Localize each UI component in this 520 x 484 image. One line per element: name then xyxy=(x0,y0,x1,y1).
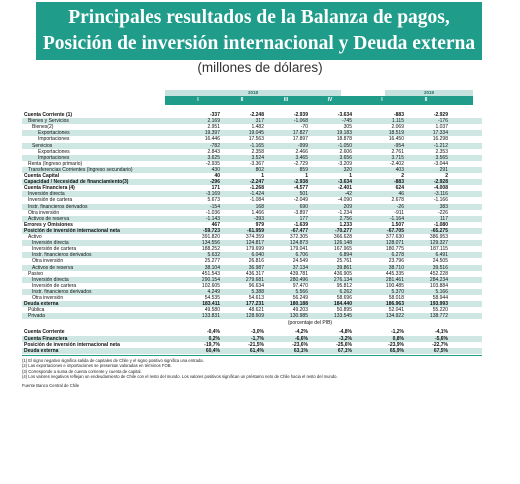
cell-value: 1.233 xyxy=(339,221,352,228)
cell-value: 184.440 xyxy=(333,301,352,308)
cell-value: 5.388 xyxy=(251,288,264,295)
cell-value: -176 xyxy=(437,118,448,125)
cell-value: -782 xyxy=(209,142,220,149)
cell-value: -1.050 xyxy=(337,142,352,149)
cell-value: -2.402 xyxy=(389,160,404,167)
cell-value: 177.231 xyxy=(245,301,264,308)
cell-value: -2.929 xyxy=(433,112,448,118)
cell-value: -4,1% xyxy=(434,329,448,336)
cell-value: -42 xyxy=(344,191,352,198)
cell-value: 193.993 xyxy=(429,301,448,308)
cell-value: 179.699 xyxy=(245,246,264,253)
cell-value: -6,6% xyxy=(294,335,308,342)
cell-value: -2.049 xyxy=(293,197,308,204)
cell-value: -70.277 xyxy=(335,227,352,234)
cell-value: 291 xyxy=(439,166,448,173)
table-bottom-rule xyxy=(22,355,482,356)
row-label: Posición de inversión internacional neta xyxy=(24,341,120,348)
cell-value: -21,5% xyxy=(248,341,264,348)
cell-value: 3.465 xyxy=(295,154,308,161)
cell-value: 96.634 xyxy=(248,282,264,289)
row-label: Servicios xyxy=(32,142,53,149)
cell-value: 0,8% xyxy=(392,335,404,342)
row-label: Inversión directa xyxy=(32,240,69,247)
cell-value: 100.485 xyxy=(385,282,404,289)
cell-value: 95.812 xyxy=(336,282,352,289)
cell-value: 188.252 xyxy=(201,246,220,253)
cell-value: 130.985 xyxy=(289,313,308,320)
cell-value: 49.580 xyxy=(204,307,220,314)
cell-value: 18.519 xyxy=(388,130,404,137)
row-label: Cuenta Capital xyxy=(24,173,60,179)
cell-value: 279.681 xyxy=(245,276,264,283)
cell-value: -65.275 xyxy=(431,227,448,234)
cell-value: 18.878 xyxy=(336,136,352,143)
cell-value: 37.134 xyxy=(292,264,308,271)
cell-value: -1.164 xyxy=(389,215,404,222)
cell-value: 320 xyxy=(343,166,352,173)
cell-value: -4,8% xyxy=(338,329,352,336)
row-label: Otra inversión xyxy=(32,295,64,301)
cell-value: 3.524 xyxy=(251,154,264,161)
cell-value: -1.234 xyxy=(337,209,352,216)
cell-value: 209 xyxy=(343,203,352,210)
cell-value: 124.817 xyxy=(245,240,264,247)
cell-value: -3.367 xyxy=(249,160,264,167)
footnote: (4) Los valores negativos reflejan un endeudamiento de Chile con el resto del mundo. Los valores positivos significan un préstamo neto de Chile hacia el resto del mundo. xyxy=(22,374,338,379)
cell-value: 49.203 xyxy=(292,307,308,314)
cell-value: 391.820 xyxy=(201,234,220,240)
cell-value: -226 xyxy=(437,209,448,216)
year-band-2019: 2019 xyxy=(385,90,473,96)
row-label: Importaciones xyxy=(38,154,70,161)
cell-value: 179.041 xyxy=(289,246,308,253)
cell-value: 374.359 xyxy=(245,234,264,240)
cell-value: -954 xyxy=(393,142,404,149)
source-note: Fuente Banco Central de Chile xyxy=(22,383,80,389)
cell-value: -22,7% xyxy=(432,341,448,348)
cell-value: -2.928 xyxy=(433,179,448,186)
cell-value: 436.905 xyxy=(333,270,352,277)
cell-value: -1,7% xyxy=(250,335,264,342)
row-label: Errores y Omisiones xyxy=(24,221,73,228)
cell-value: -1.143 xyxy=(205,215,220,222)
cell-value: -3.634 xyxy=(337,112,352,118)
cell-value: 5.632 xyxy=(207,252,220,259)
cell-value: 133.545 xyxy=(333,313,352,320)
cell-value: 2.761 xyxy=(391,148,404,155)
footnote: (3) Corresponde a suma de cuenta corriente y cuenta de capital. xyxy=(22,368,142,374)
cell-value: 54.613 xyxy=(248,295,264,301)
cell-value: 467 xyxy=(211,221,220,228)
cell-value: 128.071 xyxy=(385,240,404,247)
row-label: Renta (Ingreso primario) xyxy=(28,160,83,167)
cell-value: -61.959 xyxy=(247,227,264,234)
column-header: III xyxy=(283,97,289,103)
row-label: Otra inversión xyxy=(28,209,60,216)
cell-value: -4.090 xyxy=(337,197,352,204)
cell-value: 403 xyxy=(395,166,404,173)
column-header: I xyxy=(381,97,383,103)
cell-value: -1.639 xyxy=(293,221,308,228)
cell-value: 65,9% xyxy=(389,347,404,354)
page-title-line-2: Posición de inversión internacional y Deuda externa xyxy=(42,33,476,54)
cell-value: 445.335 xyxy=(385,270,404,277)
cell-value: 39.516 xyxy=(432,264,448,271)
cell-value: 6.262 xyxy=(339,288,352,295)
cell-value: -67.477 xyxy=(291,227,308,234)
cell-value: 97.470 xyxy=(292,282,308,289)
cell-value: 180.188 xyxy=(289,301,308,308)
row-label: Deuda externa xyxy=(24,301,59,308)
cell-value: 1.482 xyxy=(251,124,264,131)
cell-value: 305 xyxy=(343,124,352,131)
cell-value: 50.895 xyxy=(336,307,352,314)
cell-value: 56.249 xyxy=(292,295,308,301)
cell-value: 38.104 xyxy=(204,264,220,271)
cell-value: 177 xyxy=(299,215,308,222)
cell-value: 2 xyxy=(445,173,448,179)
cell-value: 40 xyxy=(214,173,220,179)
cell-value: -2.248 xyxy=(249,112,264,118)
cell-value: -1.268 xyxy=(249,185,264,192)
row-label: Instr. financieros derivados xyxy=(32,252,92,259)
cell-value: -4,2% xyxy=(294,329,308,336)
cell-value: 26.816 xyxy=(248,258,264,265)
cell-value: 67,1% xyxy=(337,347,352,354)
cell-value: 126.148 xyxy=(333,240,352,247)
cell-value: 1.507 xyxy=(391,221,404,228)
cell-value: -911 xyxy=(394,209,404,216)
cell-value: 61,4% xyxy=(249,347,264,354)
cell-value: -3,0% xyxy=(250,329,264,336)
cell-value: -2.935 xyxy=(205,160,220,167)
cell-value: 52.041 xyxy=(388,307,404,314)
cell-value: 451.543 xyxy=(201,270,220,277)
cell-value: -1.212 xyxy=(433,142,448,149)
row-label: Deuda externa xyxy=(24,347,59,354)
row-label: Transferencias Corrientes (Ingreso secundario) xyxy=(28,166,133,173)
cell-value: 60,4% xyxy=(205,347,220,354)
cell-value: 168 xyxy=(255,203,264,210)
cell-value: 3.715 xyxy=(391,154,404,161)
cell-value: 5.370 xyxy=(391,288,404,295)
cell-value: -3.634 xyxy=(337,179,352,186)
cell-value: 377.630 xyxy=(385,234,404,240)
cell-value: -2.401 xyxy=(337,185,352,192)
cell-value: 25.277 xyxy=(204,258,220,265)
cell-value: -67.705 xyxy=(387,227,404,234)
row-label: Importaciones xyxy=(38,136,70,143)
cell-value: 439.781 xyxy=(289,270,308,277)
cell-value: 2.353 xyxy=(435,148,448,155)
cell-value: 48.621 xyxy=(248,307,264,314)
pct-section-label: (porcentaje del PIB) xyxy=(287,319,333,326)
cell-value: 138.772 xyxy=(429,313,448,320)
cell-value: 54.535 xyxy=(204,295,220,301)
cell-value: 6.040 xyxy=(251,252,264,259)
cell-value: 2.169 xyxy=(207,118,220,125)
cell-value: 128.609 xyxy=(245,313,264,320)
cell-value: -296 xyxy=(209,179,220,186)
cell-value: 2.069 xyxy=(391,124,404,131)
cell-value: 117 xyxy=(440,215,448,222)
cell-value: 372.305 xyxy=(289,234,308,240)
cell-value: -23,9% xyxy=(388,341,404,348)
cell-value: 3.656 xyxy=(339,154,352,161)
column-header-row xyxy=(165,96,473,105)
cell-value: 2.951 xyxy=(207,124,220,131)
cell-value: 183.411 xyxy=(202,301,220,308)
row-label: Instr. financieros derivados xyxy=(32,288,92,295)
cell-value: -1.166 xyxy=(433,197,448,204)
column-header: II xyxy=(424,97,428,103)
cell-value: 2 xyxy=(401,173,404,179)
row-label: Inversión directa xyxy=(32,276,69,283)
cell-value: 16.446 xyxy=(204,136,220,143)
cell-value: -23,6% xyxy=(292,341,308,348)
cell-value: 6.491 xyxy=(435,252,448,259)
cell-value: 1.466 xyxy=(251,209,264,216)
footnote: (1) El signo negativo significa salida de capitales de Chile y el signo positivo significa una entrada. xyxy=(22,357,204,363)
cell-value: 133.831 xyxy=(201,313,220,320)
cell-value: 2.606 xyxy=(339,148,352,155)
footnote: (2) Las exportaciones e importaciones se presentan valoradas en términos FOB. xyxy=(22,363,172,369)
cell-value: 24.505 xyxy=(432,258,448,265)
cell-value: 1 xyxy=(349,173,352,179)
cell-value: 1 xyxy=(261,173,264,179)
row-label: Activo xyxy=(28,234,42,240)
cell-value: 624 xyxy=(395,185,404,192)
cell-value: 1.115 xyxy=(391,118,404,125)
cell-value: 17.827 xyxy=(292,130,308,137)
table-row xyxy=(22,313,482,319)
row-label: Inversión de cartera xyxy=(32,282,77,289)
cell-value: -3.209 xyxy=(337,160,352,167)
cell-value: 386.953 xyxy=(429,234,448,240)
row-label: Instr. financieros derivados xyxy=(28,203,88,210)
cell-value: -3.044 xyxy=(433,160,448,167)
cell-value: -2.247 xyxy=(249,179,264,186)
cell-value: 39.861 xyxy=(336,264,352,271)
cell-value: 58.696 xyxy=(336,295,352,301)
cell-value: -883 xyxy=(393,112,404,118)
cell-value: -25,6% xyxy=(336,341,352,348)
cell-value: 383 xyxy=(439,203,448,210)
row-label: Activos de reserva xyxy=(28,215,70,222)
cell-value: 171 xyxy=(211,185,220,192)
cell-value: -70 xyxy=(300,124,308,131)
cell-value: 19.045 xyxy=(248,130,264,137)
pct-row xyxy=(22,348,482,354)
cell-value: 2.756 xyxy=(339,215,352,222)
cell-value: 124.873 xyxy=(289,240,308,247)
cell-value: 4.249 xyxy=(207,288,220,295)
cell-value: 501 xyxy=(299,191,308,198)
cell-value: 5.566 xyxy=(295,288,308,295)
cell-value: 6.706 xyxy=(295,252,308,259)
cell-value: 17.897 xyxy=(292,136,308,143)
cell-value: 2.466 xyxy=(295,148,308,155)
cell-value: -3.169 xyxy=(205,191,220,198)
cell-value: -745 xyxy=(341,118,352,125)
row-label: Pública xyxy=(28,307,45,314)
cell-value: -1.080 xyxy=(433,221,448,228)
cell-value: -2.729 xyxy=(293,160,308,167)
cell-value: -1.068 xyxy=(293,118,308,125)
cell-value: 317 xyxy=(255,118,264,125)
cell-value: 19.397 xyxy=(204,130,220,137)
cell-value: 17.563 xyxy=(248,136,264,143)
cell-value: 6.278 xyxy=(391,252,404,259)
cell-value: 103.884 xyxy=(429,282,448,289)
cell-value: 3.565 xyxy=(435,154,448,161)
cell-value: -883 xyxy=(393,179,404,186)
row-label: Exportaciones xyxy=(38,148,70,155)
cell-value: 1.037 xyxy=(435,124,448,131)
cell-value: -1.036 xyxy=(205,209,220,216)
page-subtitle: (millones de dólares) xyxy=(197,60,323,75)
row-label: Cuenta Corriente xyxy=(24,329,65,336)
cell-value: 19.183 xyxy=(336,130,352,137)
row-label: Capacidad / Necesidad de financiamiento(3) xyxy=(24,179,129,186)
row-label: Inversión de cartera xyxy=(32,246,77,253)
cell-value: 2.678 xyxy=(391,197,404,204)
cell-value: 859 xyxy=(299,166,308,173)
cell-value: -154 xyxy=(209,203,220,210)
cell-value: 186.963 xyxy=(385,301,404,308)
row-label: Inversión de cartera xyxy=(28,197,73,204)
row-label: Bienes y Servicios xyxy=(28,118,69,125)
cell-value: 36.987 xyxy=(248,264,264,271)
row-label: Activos de reserva xyxy=(32,264,74,271)
cell-value: 167.965 xyxy=(333,246,352,253)
cell-value: -1.165 xyxy=(249,142,264,149)
cell-value: 55.220 xyxy=(432,307,448,314)
cell-value: 2.843 xyxy=(207,148,220,155)
cell-value: 16.298 xyxy=(432,136,448,143)
column-header: IV xyxy=(327,97,333,103)
cell-value: 281.461 xyxy=(385,276,404,283)
cell-value: 63,1% xyxy=(293,347,308,354)
cell-value: 276.134 xyxy=(333,276,352,283)
cell-value: 25.761 xyxy=(336,258,352,265)
row-label: Inversión directa xyxy=(28,191,65,198)
row-label: Otra inversión xyxy=(32,258,64,265)
cell-value: -999 xyxy=(297,142,308,149)
cell-value: -5,6% xyxy=(434,335,448,342)
cell-value: 690 xyxy=(299,203,308,210)
cell-value: 58.944 xyxy=(432,295,448,301)
cell-value: 290.154 xyxy=(201,276,220,283)
cell-value: -1.424 xyxy=(249,191,264,198)
cell-value: -4.008 xyxy=(433,185,448,192)
row-label: Bienes(2) xyxy=(32,124,54,131)
cell-value: 366.628 xyxy=(333,234,352,240)
cell-value: -1.084 xyxy=(249,197,264,204)
cell-value: 430 xyxy=(211,166,220,173)
column-header: II xyxy=(240,97,244,103)
page-title-line-1: Principales resultados de la Balanza de pagos, xyxy=(68,7,450,28)
row-label: Cuenta Corriente (1) xyxy=(24,112,73,118)
cell-value: -3.897 xyxy=(293,209,308,216)
cell-value: -0,4% xyxy=(206,329,220,336)
cell-value: 46 xyxy=(398,191,404,198)
cell-value: 102.605 xyxy=(201,282,220,289)
year-band-2018: 2018 xyxy=(165,90,341,96)
cell-value: -19,7% xyxy=(204,341,220,348)
cell-value: -3,2% xyxy=(338,335,352,342)
cell-value: 17.334 xyxy=(432,130,448,137)
cell-value: 436.317 xyxy=(245,270,264,277)
row-label: Cuenta Financiera (4) xyxy=(24,185,75,192)
cell-value: 1 xyxy=(305,173,308,179)
column-header: I xyxy=(197,97,199,103)
row-label: Privada xyxy=(28,313,45,320)
cell-value: 284.234 xyxy=(429,276,448,283)
cell-value: 23.796 xyxy=(388,258,404,265)
cell-value: -59.723 xyxy=(203,227,220,234)
cell-value: 5.673 xyxy=(207,197,220,204)
cell-value: 129.327 xyxy=(429,240,448,247)
cell-value: -26 xyxy=(396,203,404,210)
cell-value: 802 xyxy=(255,166,264,173)
cell-value: 58.018 xyxy=(388,295,404,301)
cell-value: 979 xyxy=(255,221,264,228)
cell-value: 2.358 xyxy=(251,148,264,155)
cell-value: 6.894 xyxy=(339,252,352,259)
cell-value: -2.939 xyxy=(293,112,308,118)
cell-value: 5.166 xyxy=(435,288,448,295)
cell-value: 134.922 xyxy=(385,313,404,320)
cell-value: 134.556 xyxy=(201,240,220,247)
cell-value: 67,5% xyxy=(433,347,448,354)
cell-value: 452.228 xyxy=(429,270,448,277)
cell-value: 280.496 xyxy=(289,276,308,283)
cell-value: 3.625 xyxy=(207,154,220,161)
cell-value: 0,2% xyxy=(208,335,220,342)
cell-value: -393 xyxy=(253,215,264,222)
row-label: Posición de inversión internacional neta xyxy=(24,227,120,234)
title-banner xyxy=(36,2,482,60)
cell-value: -1,2% xyxy=(390,329,404,336)
cell-value: 187.115 xyxy=(430,246,448,253)
row-label: Pasivo xyxy=(28,270,44,277)
cell-value: -337 xyxy=(209,112,220,118)
cell-value: -4.577 xyxy=(293,185,308,192)
cell-value: 16.450 xyxy=(388,136,404,143)
cell-value: 180.775 xyxy=(385,246,404,253)
cell-value: 24.549 xyxy=(292,258,308,265)
cell-value: 38.710 xyxy=(388,264,404,271)
cell-value: -3.116 xyxy=(434,191,448,198)
cell-value: -2.938 xyxy=(293,179,308,186)
row-label: Exportaciones xyxy=(38,130,70,137)
row-label: Cuenta Financiera xyxy=(24,335,68,342)
